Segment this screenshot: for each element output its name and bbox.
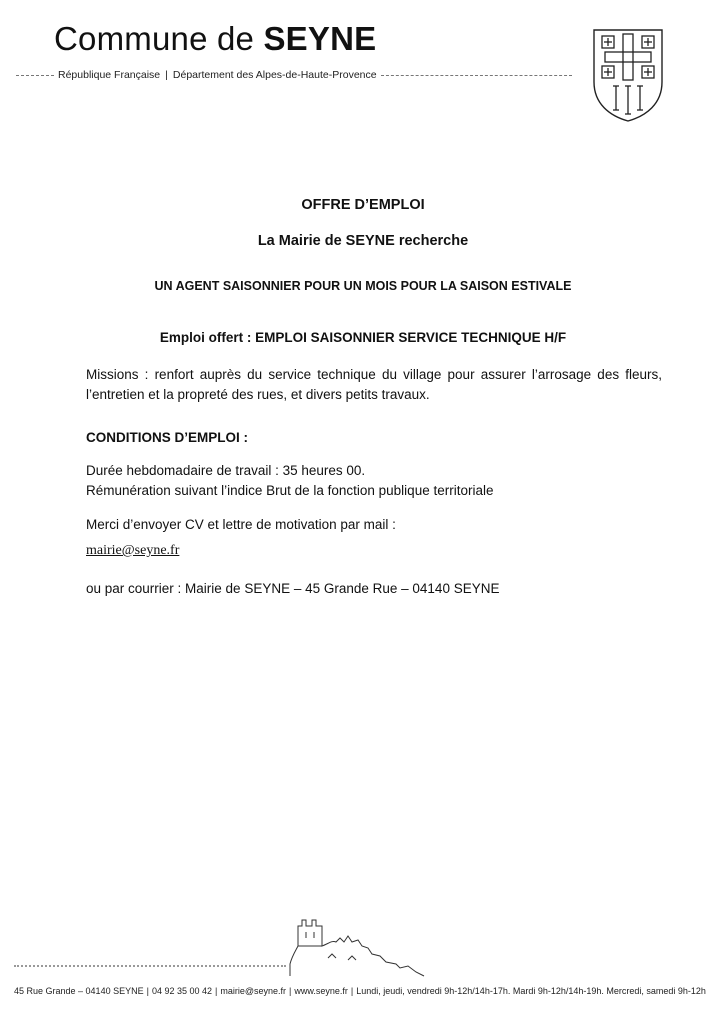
header-subline	[16, 69, 572, 81]
agent-heading: UN AGENT SAISONNIER POUR UN MOIS POUR LA SAISON ESTIVALE	[154, 279, 572, 293]
title-prefix: Commune de	[54, 20, 264, 57]
footer-phone: 04 92 35 00 42	[151, 986, 212, 996]
job-offered-heading: Emploi offert : EMPLOI SAISONNIER SERVICE TECHNIQUE H/F	[159, 330, 567, 345]
footer-dotted-rule	[14, 965, 286, 967]
remuneration-text: Rémunération suivant l’indice Brut de la fonction publique territoriale	[86, 483, 494, 498]
footer-contact-line: 45 Rue Grande – 04140 SEYNE | 04 92 35 00 42 | mairie@seyne.fr | www.seyne.fr | Lundi, jeudi, vendredi 9h-12h/14h-17h. Mardi 9h-12h/14h-19h. Mercredi, samedi 9h-12h	[14, 986, 706, 996]
weekly-hours-text: Durée hebdomadaire de travail : 35 heures 00.	[86, 463, 366, 478]
footer-website[interactable]: www.seyne.fr	[294, 986, 348, 996]
coat-of-arms-icon	[588, 24, 668, 124]
footer-address: 45 Rue Grande – 04140 SEYNE	[14, 986, 144, 996]
right-dash-rule	[381, 75, 572, 76]
commune-title	[54, 20, 376, 58]
mairie-heading: La Mairie de SEYNE recherche	[257, 233, 469, 249]
title-commune-name: SEYNE	[263, 20, 377, 57]
email-link[interactable]: mairie@seyne.fr	[86, 543, 180, 558]
left-dash-rule	[16, 75, 54, 76]
conditions-heading: CONDITIONS D’EMPLOI :	[86, 430, 248, 445]
missions-paragraph: Missions : renfort auprès du service technique du village pour assurer l’arrosage des fleurs, l’entretien et la propreté des rues, et divers petits travaux.	[86, 367, 662, 402]
republique-text: République Française	[58, 69, 161, 81]
departement-text: Département des Alpes-de-Haute-Provence	[172, 69, 377, 81]
postal-address-text: ou par courrier : Mairie de SEYNE – 45 Grande Rue – 04140 SEYNE	[86, 581, 500, 596]
header-separator: |	[165, 69, 168, 81]
footer-opening-hours: Lundi, jeudi, vendredi 9h-12h/14h-17h. Mardi 9h-12h/14h-19h. Mercredi, samedi 9h-12h	[356, 986, 706, 996]
village-castle-illustration	[288, 906, 428, 978]
offer-heading: OFFRE D’EMPLOI	[301, 197, 425, 213]
application-instructions: Merci d’envoyer CV et lettre de motivation par mail :	[86, 517, 396, 532]
footer-email[interactable]: mairie@seyne.fr	[220, 986, 286, 996]
